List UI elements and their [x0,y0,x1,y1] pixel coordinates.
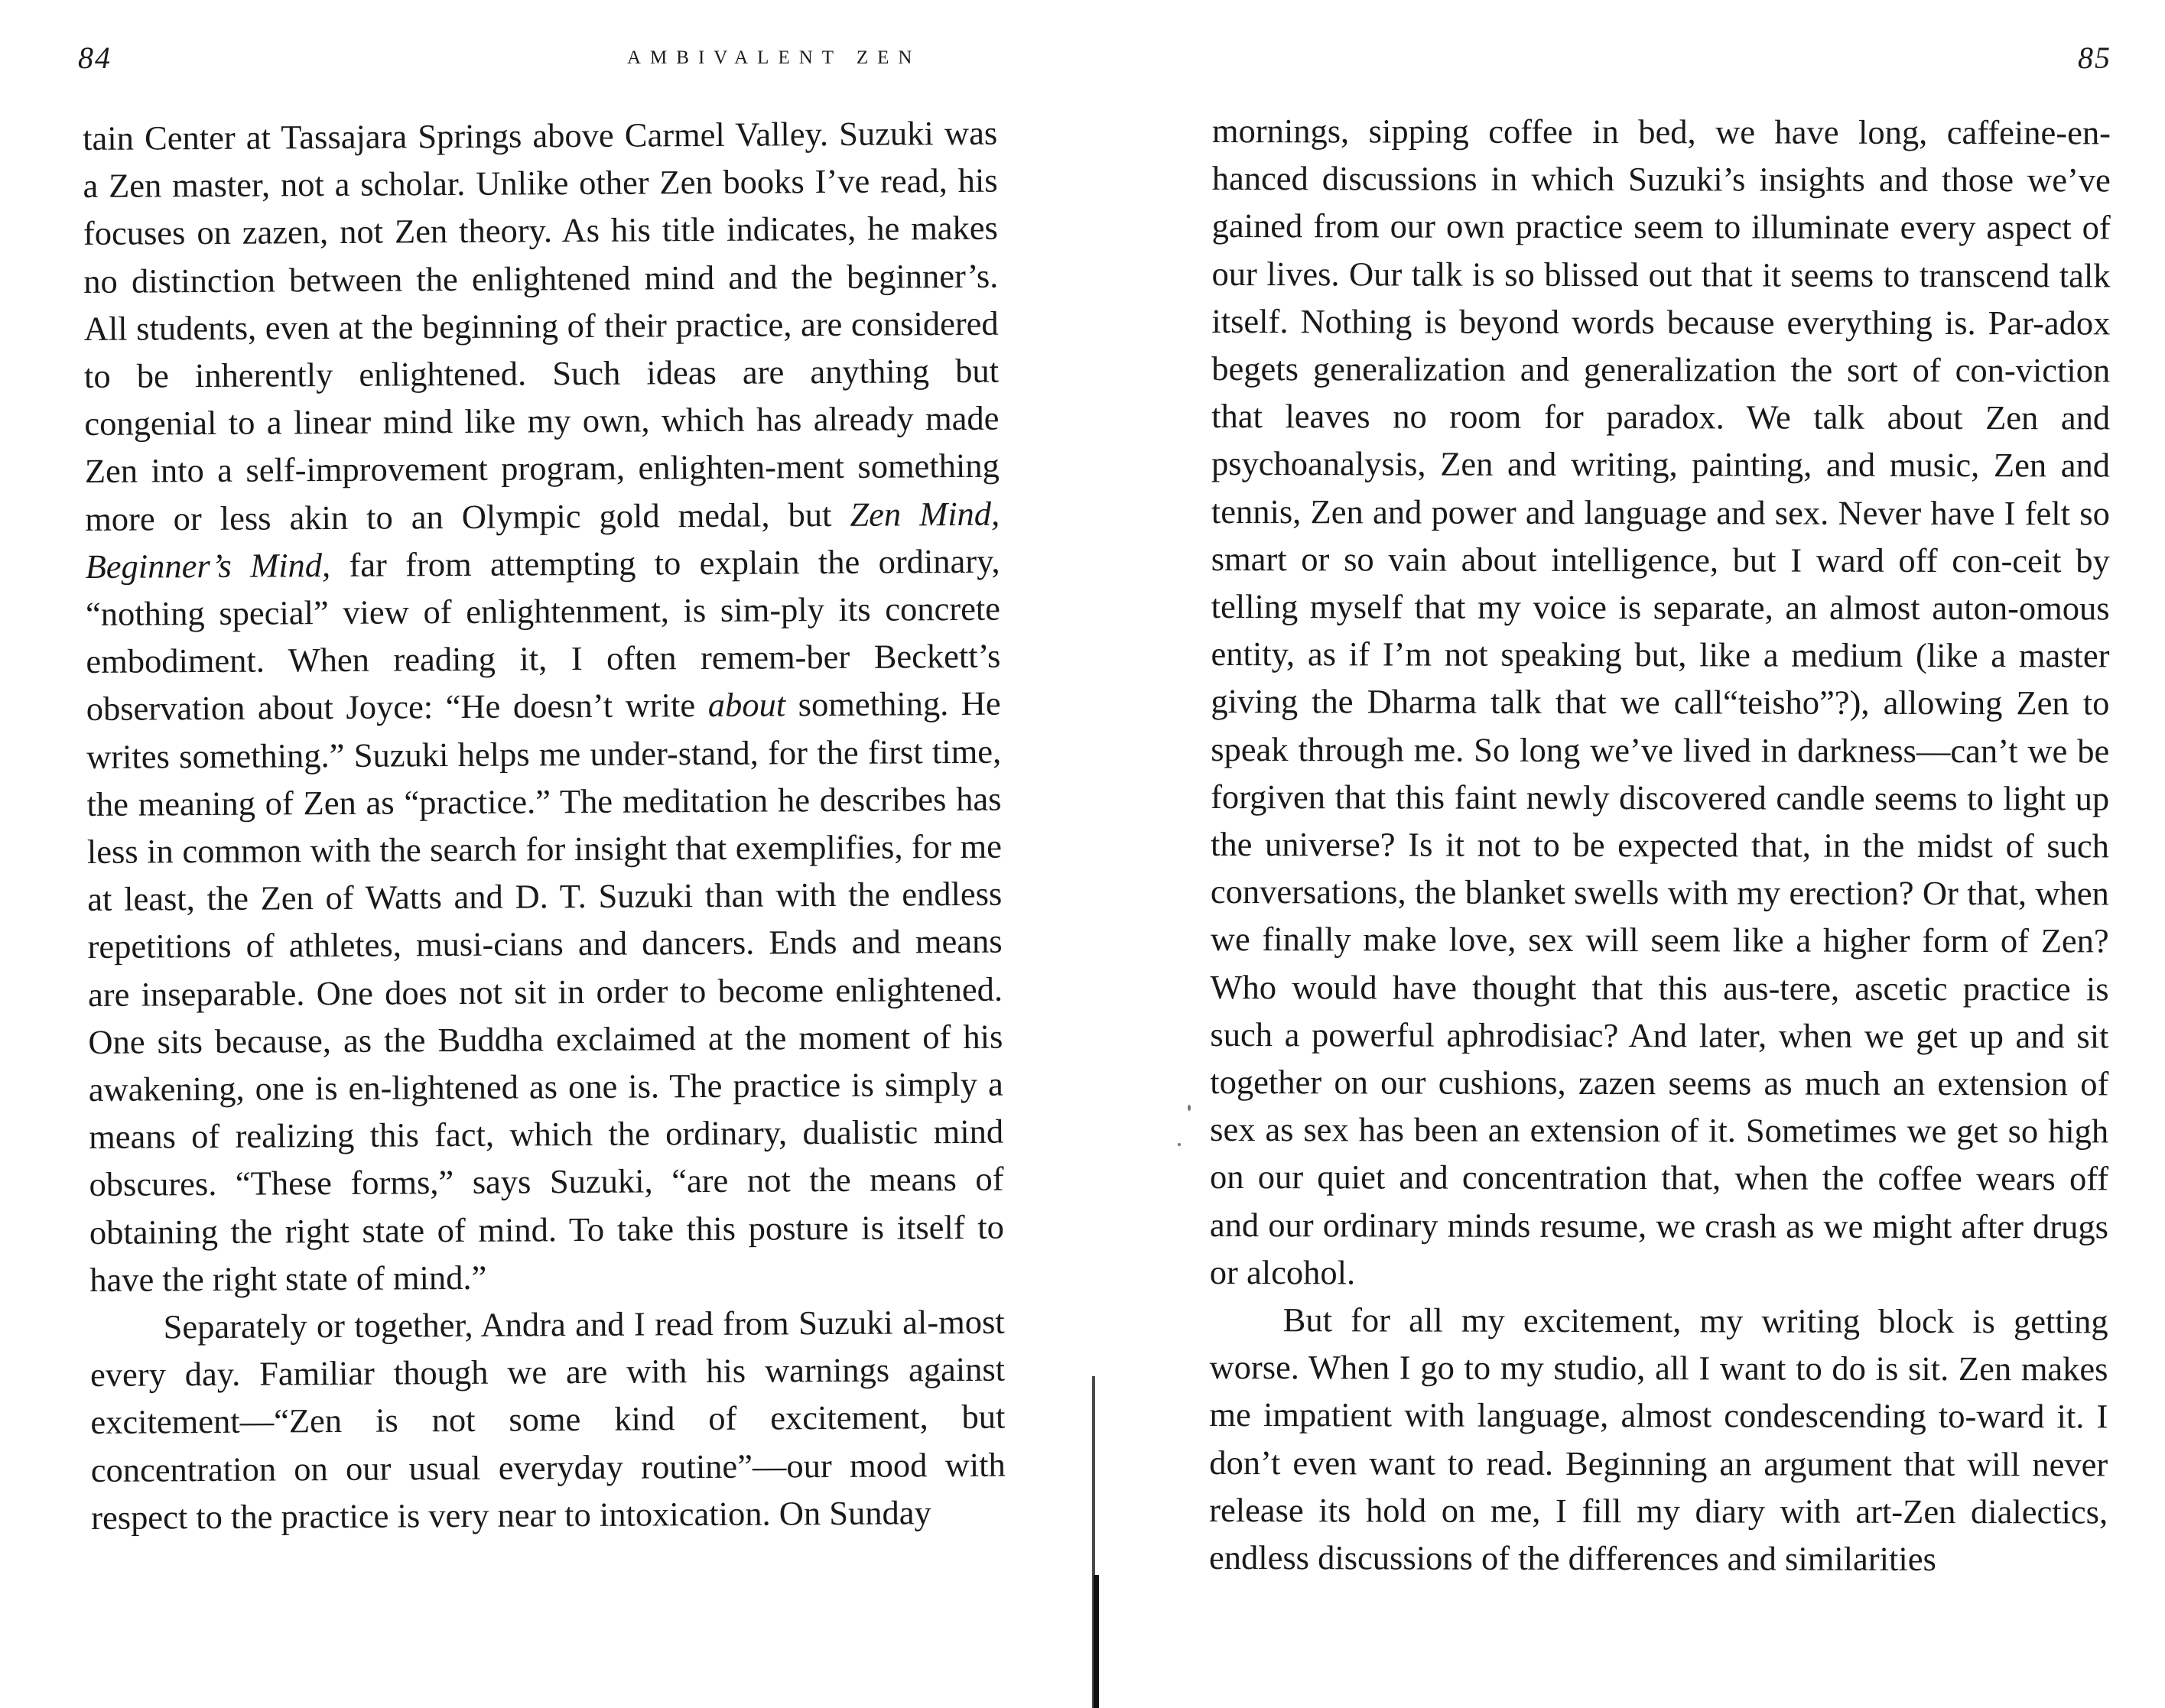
paragraph-2: Separately or together, Andra and I read from Suzuki al-most every day. Familiar though we are with his warnings against excitement—“Zen is not some kind of excitement, but concentration on our usual everyday routine”—our mood with respect to the practice is very near to intoxication. On Sunday [89,1302,1006,1537]
paragraph-1: tain Center at Tassajara Springs above Carmel Valley. Suzuki was a Zen master, not a scholar. Unlike other Zen books I’ve read, his focuses on zazen, not Zen theory. As his title indicates, he makes no distinction between the enlightened mind and the beginner’s. All students, even at the beginning of their practice, are considered to be inherently enlightened. Such ideas are anything but congenial to a linear mind like my own, which has already made Zen into a self-improvement program, enlighten-ment something more or less akin to an Olympic gold medal, but Zen Mind, Beginner’s Mind, far from attempting to explain the ordinary, “nothing special” view of enlightenment, is sim-ply its concrete embodiment. When reading it, I often remem-ber Beckett’s observation about Joyce: “He doesn’t write about something. He writes something.” Suzuki helps me under-stand, for the first time, the meaning of Zen as “practice.” The meditation he describes has less in common with the search for insight that exemplifies, for me at least, the Zen of Watts and D. T. Suzuki than with the endless repetitions of athletes, musi-cians and dancers. Ends and means are inseparable. One does not sit in order to become enlightened. One sits because, as the Buddha exclaimed at the moment of his awakening, one is en-lightened as one is. The practice is simply a means of realizing this fact, which the ordinary, dualistic mind obscures. “These forms,” says Suzuki, “are not the means of obtaining the right state of mind. To take this posture is itself to have the right state of mind.” [83,113,1005,1299]
emphasis-about: about [707,685,786,725]
right-page-body [1209,107,2111,1583]
running-head: AMBIVALENT ZEN [627,47,922,68]
left-page [0,0,1074,1708]
page-number-left: 84 [78,41,112,75]
page-number-right: 85 [2078,41,2111,75]
paragraph-3: mornings, sipping coffee in bed, we have long, caffeine-en-hanced discussions in which Suzuki’s insights and those we’ve gained from our own practice seem to illuminate every aspect of our lives. Our talk is so blissed out that it seems to transcend talk itself. Nothing is beyond words because everything is. Par-adox begets generalization and generalization the sort of con-viction that leaves no room for paradox. We talk about Zen and psychoanalysis, Zen and writing, painting, and music, Zen and tennis, Zen and power and language and sex. Never have I felt so smart or so vain about intelligence, but I ward off con-ceit by telling myself that my voice is separate, an almost auton-omous entity, as if I’m not speaking but, like a medium (like a master giving the Dharma talk that we call“teisho”?), allowing Zen to speak through me. So long we’ve lived in darkness—can’t we be forgiven that this faint newly discovered candle seems to light up the universe? Is it not to be expected that, in the midst of such conversations, the blanket swells with my erection? Or that, when we finally make love, sex will seem like a higher form of Zen? Who would have thought that this aus-tere, ascetic practice is such a powerful aphrodisiac? And later, when we get up and sit together on our cushions, zazen seems as much an extension of sex as sex has been an extension of it. Sometimes we get so high on our quiet and concentration that, when the coffee wears off and our ordinary minds resume, we crash as we might after drugs or alcohol. [1209,111,2111,1292]
right-page [1094,0,2165,1708]
book-title-italic: Zen Mind, Beginner’s Mind, [85,494,1000,586]
paragraph-4: But for all my excitement, my writing block is getting worse. When I go to my studio, all I want to do is sit. Zen makes me impatient with language, almost condescending to-ward it. I don’t even want to read. Beginning an argument that will never release its hold on me, I fill my diary with art-Zen dialectics, endless discussions of the differences and similarities [1208,1300,2108,1579]
left-page-body [83,109,1006,1541]
